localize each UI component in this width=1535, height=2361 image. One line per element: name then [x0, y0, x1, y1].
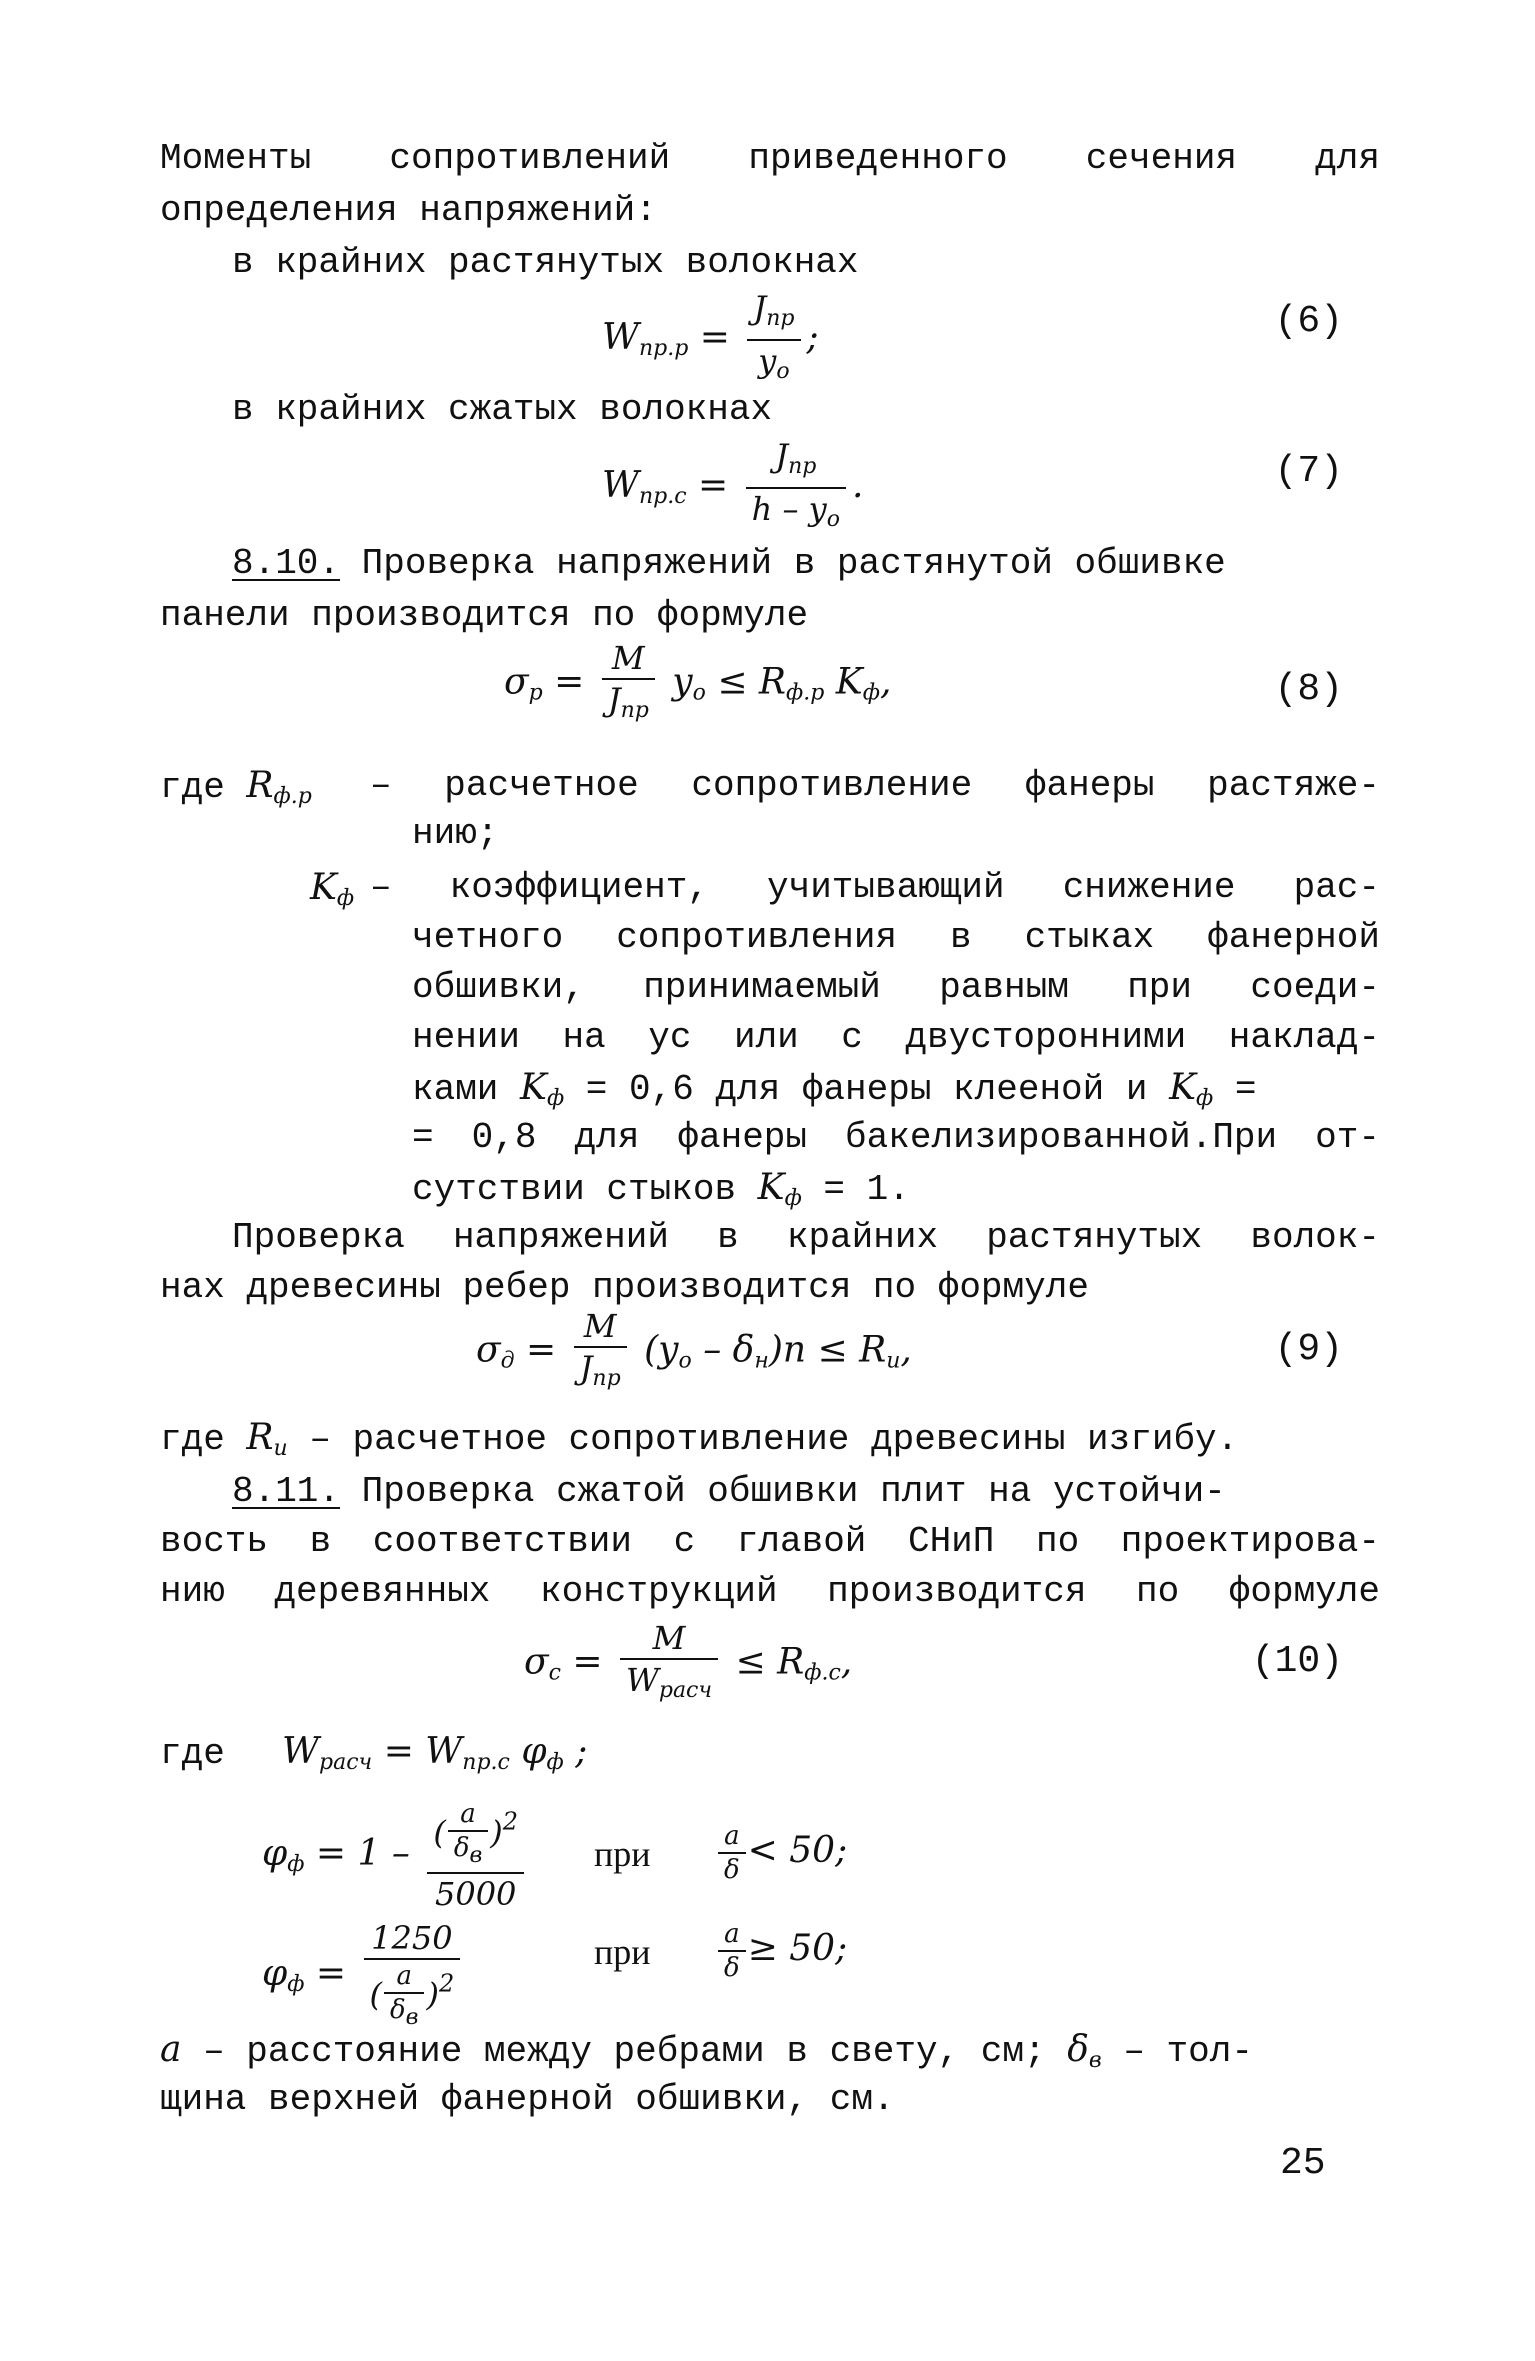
where-label: где $R_{ф.р}$ — [160, 765, 312, 809]
text-line: нию деревянных конструкций производится по формуле — [160, 1571, 1380, 1612]
text-line: Проверка сжатой обшивки плит на устойчи- — [361, 1471, 1226, 1512]
equation-7: $W_{пр.с}$ = $\frac{J_{пр}}{h - y_о}$ . — [602, 437, 864, 532]
text-line: вость в соответствии с главой СНиП по проектирова- — [160, 1521, 1380, 1562]
section-8-10-line — [232, 542, 1380, 586]
text-line: нении на ус или с двусторонними наклад- — [412, 1017, 1380, 1058]
section-number: 8.11. — [232, 1471, 341, 1512]
text-line: a – расстояние между ребрами в свету, см; $\delta_в - тол-$ — [160, 2029, 1253, 2073]
section-8-11-line — [232, 1470, 1380, 1514]
phi-equation-2: $\varphi_ф$ = 1250 ( $\frac{a}{\delta_в}$ )$^2$ — [262, 1920, 466, 2032]
page-number: 25 — [1280, 2142, 1326, 2185]
condition-2: $\frac{a}{\delta}$ ≥ 50; — [716, 1920, 847, 1982]
text-line: четного сопротивления в стыках фанерной — [412, 917, 1380, 958]
equation-number: (8) — [1274, 668, 1343, 711]
text-line: нию; — [412, 813, 499, 854]
text-line: щина верхней фанерной обшивки, см. — [160, 2079, 895, 2120]
text-line: Проверка напряжений в растянутой обшивке — [361, 543, 1226, 584]
text-line: нах древесины ребер производится по формуле — [160, 1267, 1089, 1308]
equation-9: $\sigma_д$ = $\frac{M}{J_{пр}}$ $(y_о - \delta_н)n \le R_и$, — [476, 1307, 912, 1391]
equation-6: $W_{пр.р}$ = $\frac{J_{пр}}{y_о}$ ; — [602, 289, 819, 384]
text-line: – коэффициент, учитывающий снижение рас- — [370, 867, 1380, 908]
where-label: где — [160, 1733, 225, 1774]
text-line: – расчетное сопротивление фанеры растяже- — [370, 765, 1380, 806]
text-line: в крайних сжатых волокнах — [232, 389, 773, 430]
condition-label: при — [594, 1834, 651, 1874]
equation-number: (9) — [1274, 1328, 1343, 1371]
wcalc-equation: $W_{расч} = W_{пр.с}$ $\varphi_ф$ ; — [282, 1731, 588, 1775]
text-line: ками $K_ф = 0,6$ для фанеры клееной и $K_ф$ = — [412, 1067, 1257, 1111]
equation-number: (10) — [1251, 1640, 1343, 1683]
condition-1: $\frac{a}{\delta}$ < 50; — [716, 1822, 847, 1884]
equation-8: $\sigma_р$ = $\frac{M}{J_{пр}}$ $y_о \le R_{ф.р}$ $K_ф$, — [504, 639, 892, 723]
text-line: в крайних растянутых волокнах — [232, 242, 859, 283]
k-symbol: $K_ф$ — [310, 867, 355, 911]
equation-number: (6) — [1274, 300, 1343, 343]
text-line: обшивки, принимаемый равным при соеди- — [412, 967, 1380, 1008]
equation-10: $\sigma_с$ = $\frac{M}{W_{расч}}$ ≤ $R_{ф.с}$, — [524, 1619, 853, 1703]
text-line: определения напряжений: — [160, 190, 657, 231]
text-line: где $R_и$ – расчетное сопротивление древесины изгибу. — [160, 1417, 1239, 1461]
text-line: сутствии стыков $K_ф = 1$. — [412, 1167, 910, 1211]
section-number: 8.10. — [232, 543, 341, 584]
condition-label: при — [594, 1932, 651, 1972]
text-line: = 0,8 для фанеры бакелизированной.При от- — [412, 1117, 1380, 1158]
text-line: панели производится по формуле — [160, 595, 809, 636]
phi-equation-1: $\varphi_ф = 1$ – ( $\frac{a}{\delta_в}$ )$^2$ 5000 — [262, 1800, 530, 1912]
text-line: Моменты сопротивлений приведенного сечения для — [160, 138, 1380, 179]
equation-number: (7) — [1274, 450, 1343, 493]
text-line: Проверка напряжений в крайних растянутых волок- — [232, 1217, 1380, 1258]
